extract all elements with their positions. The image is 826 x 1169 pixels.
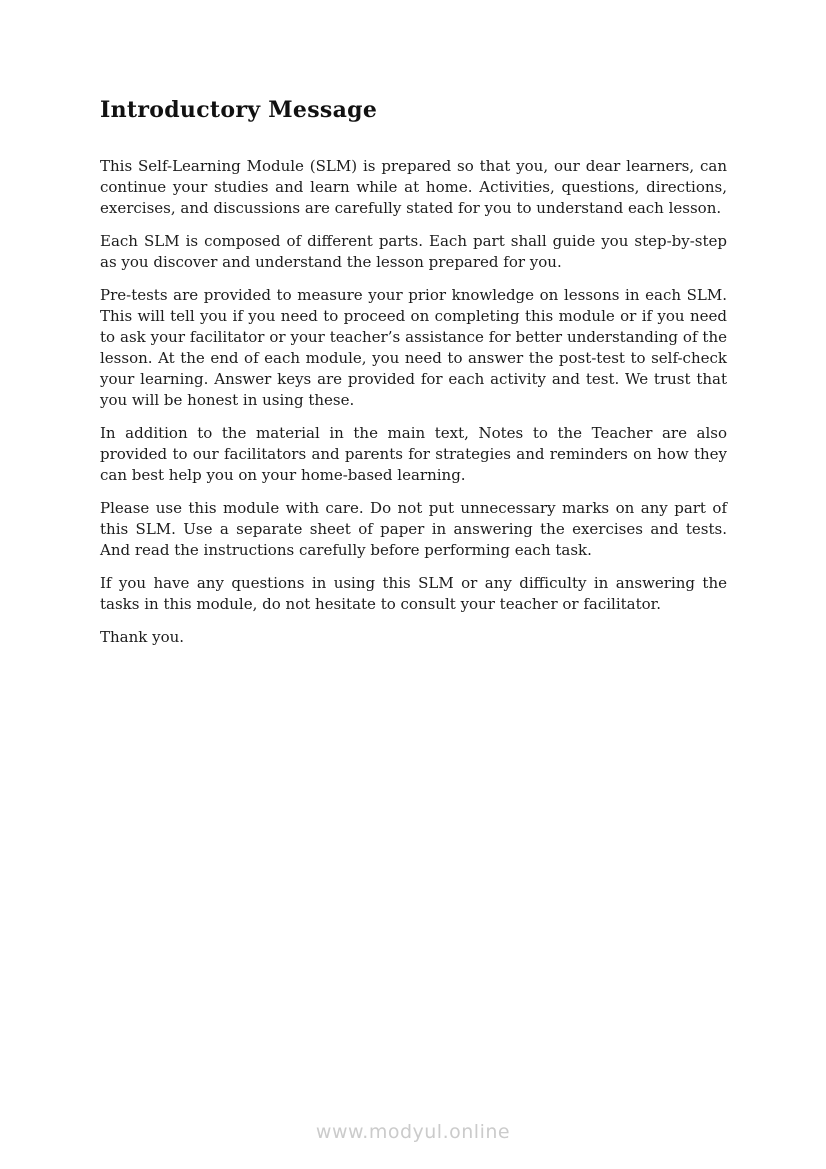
paragraph: In addition to the material in the main text, Notes to the Teacher are also provided to our facilitators and parents for strategies and reminders on how they can best help you on your home-based learning.: [100, 424, 727, 484]
paragraph: This Self-Learning Module (SLM) is prepared so that you, our dear learners, can continue your studies and learn while at home. Activities, questions, directions, exercises, and discussions are carefully stated for you to understand each lesson.: [100, 157, 727, 217]
paragraph: Each SLM is composed of different parts. Each part shall guide you step-by-step as you discover and understand the lesson prepared for you.: [100, 232, 727, 271]
watermark: www.modyul.online: [315, 1121, 511, 1143]
paragraph: Pre-tests are provided to measure your prior knowledge on lessons in each SLM. This will tell you if you need to proceed on completing this module or if you need to ask your facilitator or your teacher’s assistance for better understanding of the lesson. At the end of each module, you need to answer the post-test to self-check your learning. Answer keys are provided for each activity and test. We trust that you will be honest in using these.: [100, 286, 727, 409]
page-content: [100, 0, 727, 660]
paragraph: Please use this module with care. Do not put unnecessary marks on any part of this SLM. Use a separate sheet of paper in answering the exercises and tests. And read the instructions carefully before performing each task.: [100, 499, 727, 559]
paragraph: Thank you.: [100, 628, 185, 646]
body-text: [100, 156, 727, 648]
paragraph: If you have any questions in using this SLM or any difficulty in answering the tasks in this module, do not hesitate to consult your teacher or facilitator.: [100, 574, 727, 613]
page-title: Introductory Message: [100, 97, 378, 123]
